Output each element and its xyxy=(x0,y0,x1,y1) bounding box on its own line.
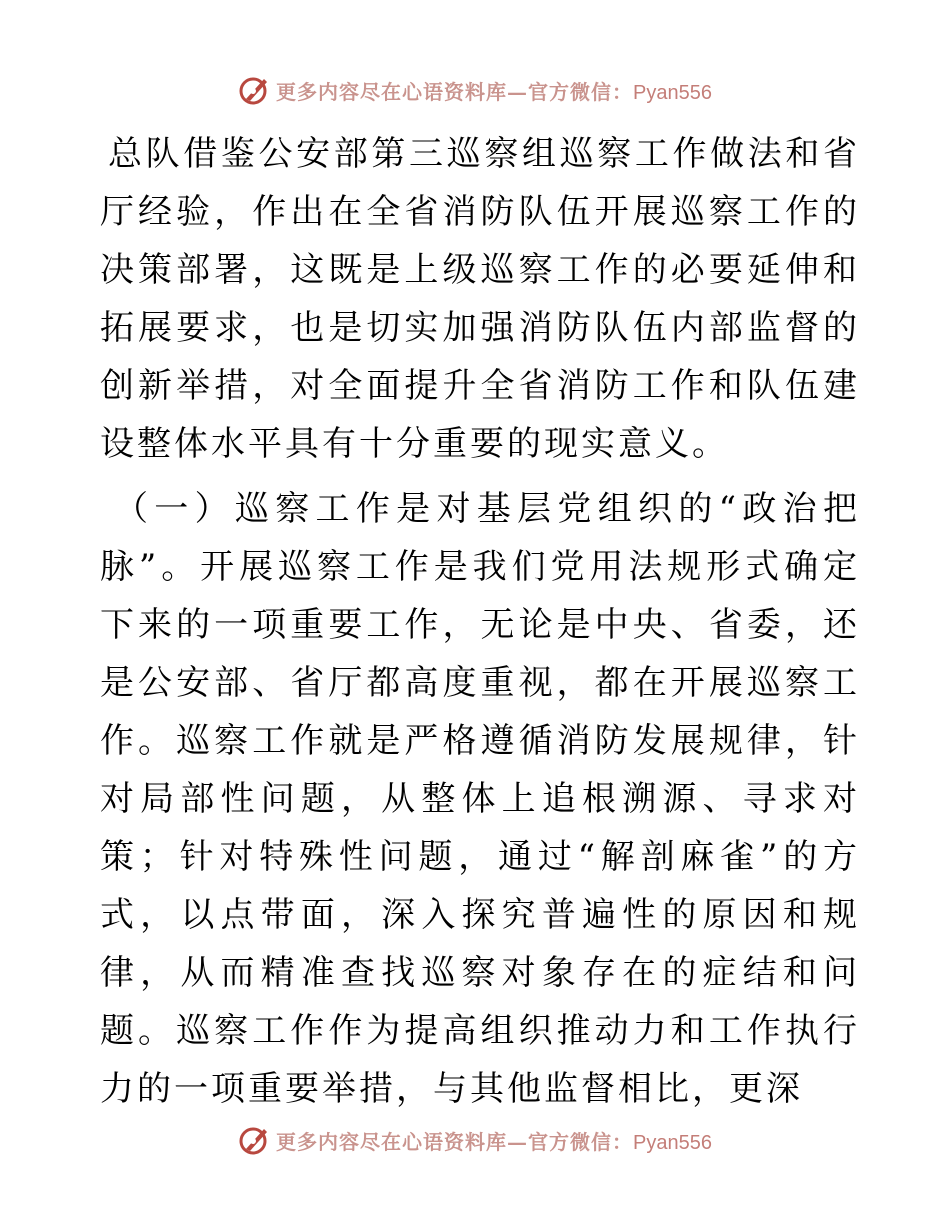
quill-circle-icon xyxy=(238,73,272,107)
body-paragraph-1: 总队借鉴公安部第三巡察组巡察工作做法和省厅经验，作出在全省消防队伍开展巡察工作的决策部署，这既是上级巡察工作的必要延伸和拓展要求，也是切实加强消防队伍内部监督的创新举措，对全面提升全省消防工作和队伍建设整体水平具有十分重要的现实意义。 xyxy=(100,134,860,464)
watermark-wechat-label: 官方微信： xyxy=(528,79,634,104)
quill-circle-icon xyxy=(238,1123,272,1157)
footer-watermark xyxy=(0,1120,950,1160)
watermark-wechat-id: Pyan556 xyxy=(633,1131,712,1154)
watermark-site: 更多内容尽在心语资料库 xyxy=(276,1129,508,1154)
body-paragraph-2: （一）巡察工作是对基层党组织的“政治把脉”。开展巡察工作是我们党用法规形式确定下来的一项重要工作，无论是中央、省委，还是公安部、省厅都高度重视，都在开展巡察工作。巡察工作就是严格遵循消防发展规律，针对局部性问题，从整体上追根溯源、寻求对策；针对特殊性问题，通过“解剖麻雀”的方式，以点带面，深入探究普遍性的原因和规律，从而精准查找巡察对象存在的症结和问题。巡察工作作为提高组织推动力和工作执行力的一项重要举措，与其他监督相比，更深 xyxy=(100,489,860,1109)
watermark-text xyxy=(276,1126,712,1155)
watermark-site: 更多内容尽在心语资料库 xyxy=(276,79,508,104)
watermark-text xyxy=(276,76,712,105)
watermark-wechat-label: 官方微信： xyxy=(528,1129,634,1154)
header-watermark xyxy=(0,70,950,110)
watermark-dash: — xyxy=(507,1129,529,1154)
watermark-wechat-id: Pyan556 xyxy=(633,81,712,104)
watermark-dash: — xyxy=(507,79,529,104)
document-body xyxy=(100,125,860,1118)
